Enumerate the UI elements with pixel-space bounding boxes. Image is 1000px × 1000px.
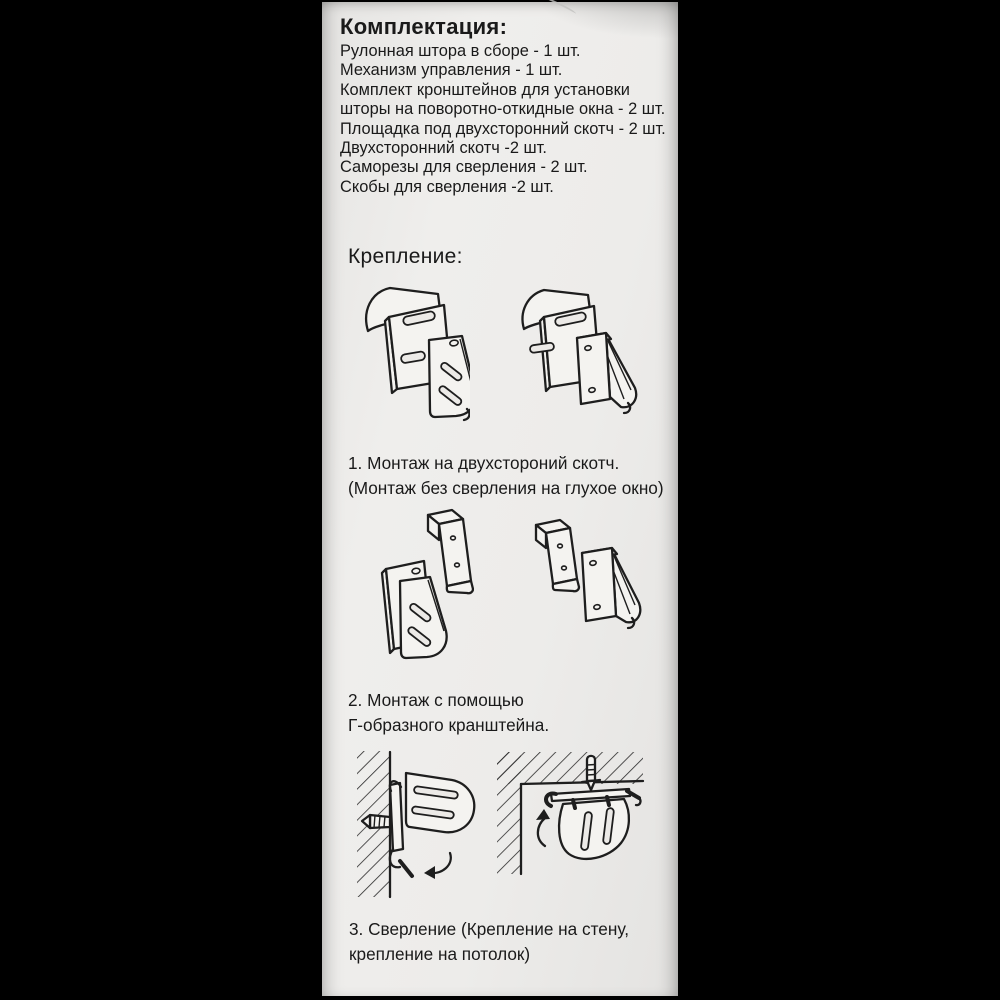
kit-line: Скобы для сверления -2 шт. [340,177,554,196]
step2-l-hook-and-wedge-bracket-apart-illustration [368,505,474,667]
kit-line: Двухсторонний скотч -2 шт. [340,139,547,158]
kit-line: Комплект кронштейнов для установки [340,80,630,99]
step2-caption [348,688,549,737]
step2-caption-line1: 2. Монтаж с помощью [348,690,524,710]
kit-line: Саморезы для сверления - 2 шт. [340,158,588,177]
mounting-section-title: Крепление: [348,245,463,268]
kit-line: Рулонная штора в сборе - 1 шт. [340,42,581,60]
kit-line: шторы на поворотно-откидные окна - 2 шт. [340,100,666,119]
step3-wall-drill-mount-side-view-illustration [350,749,490,899]
instruction-sheet [322,2,678,996]
step3-caption-line2: крепление на потолок) [349,943,531,964]
step2-l-hook-with-bracket-assembled-illustration [518,515,642,647]
kit-list [340,42,666,197]
step1-caption [348,451,664,500]
step1-wedge-bracket-assembled-on-plate-illustration [516,285,640,435]
kit-section-title: Комплектация: [340,14,508,39]
step3-caption-line1: 3. Сверление (Крепление на стену, [349,919,629,939]
paper-corner-shading [528,2,678,42]
step3-ceiling-drill-mount-side-view-illustration [495,750,645,892]
step2-caption-line2: Г-образного кранштейна. [348,714,550,735]
step1-caption-line1: 1. Монтаж на двухстороний скотч. [348,453,620,473]
kit-line: Механизм управления - 1 шт. [340,61,563,80]
step3-caption [349,917,629,966]
step1-caption-line2: (Монтаж без сверления на глухое окно) [348,477,664,498]
kit-line: Площадка под двухсторонний скотч - 2 шт. [340,119,666,138]
step1-tape-plate-and-wedge-bracket-apart-illustration [358,283,470,437]
